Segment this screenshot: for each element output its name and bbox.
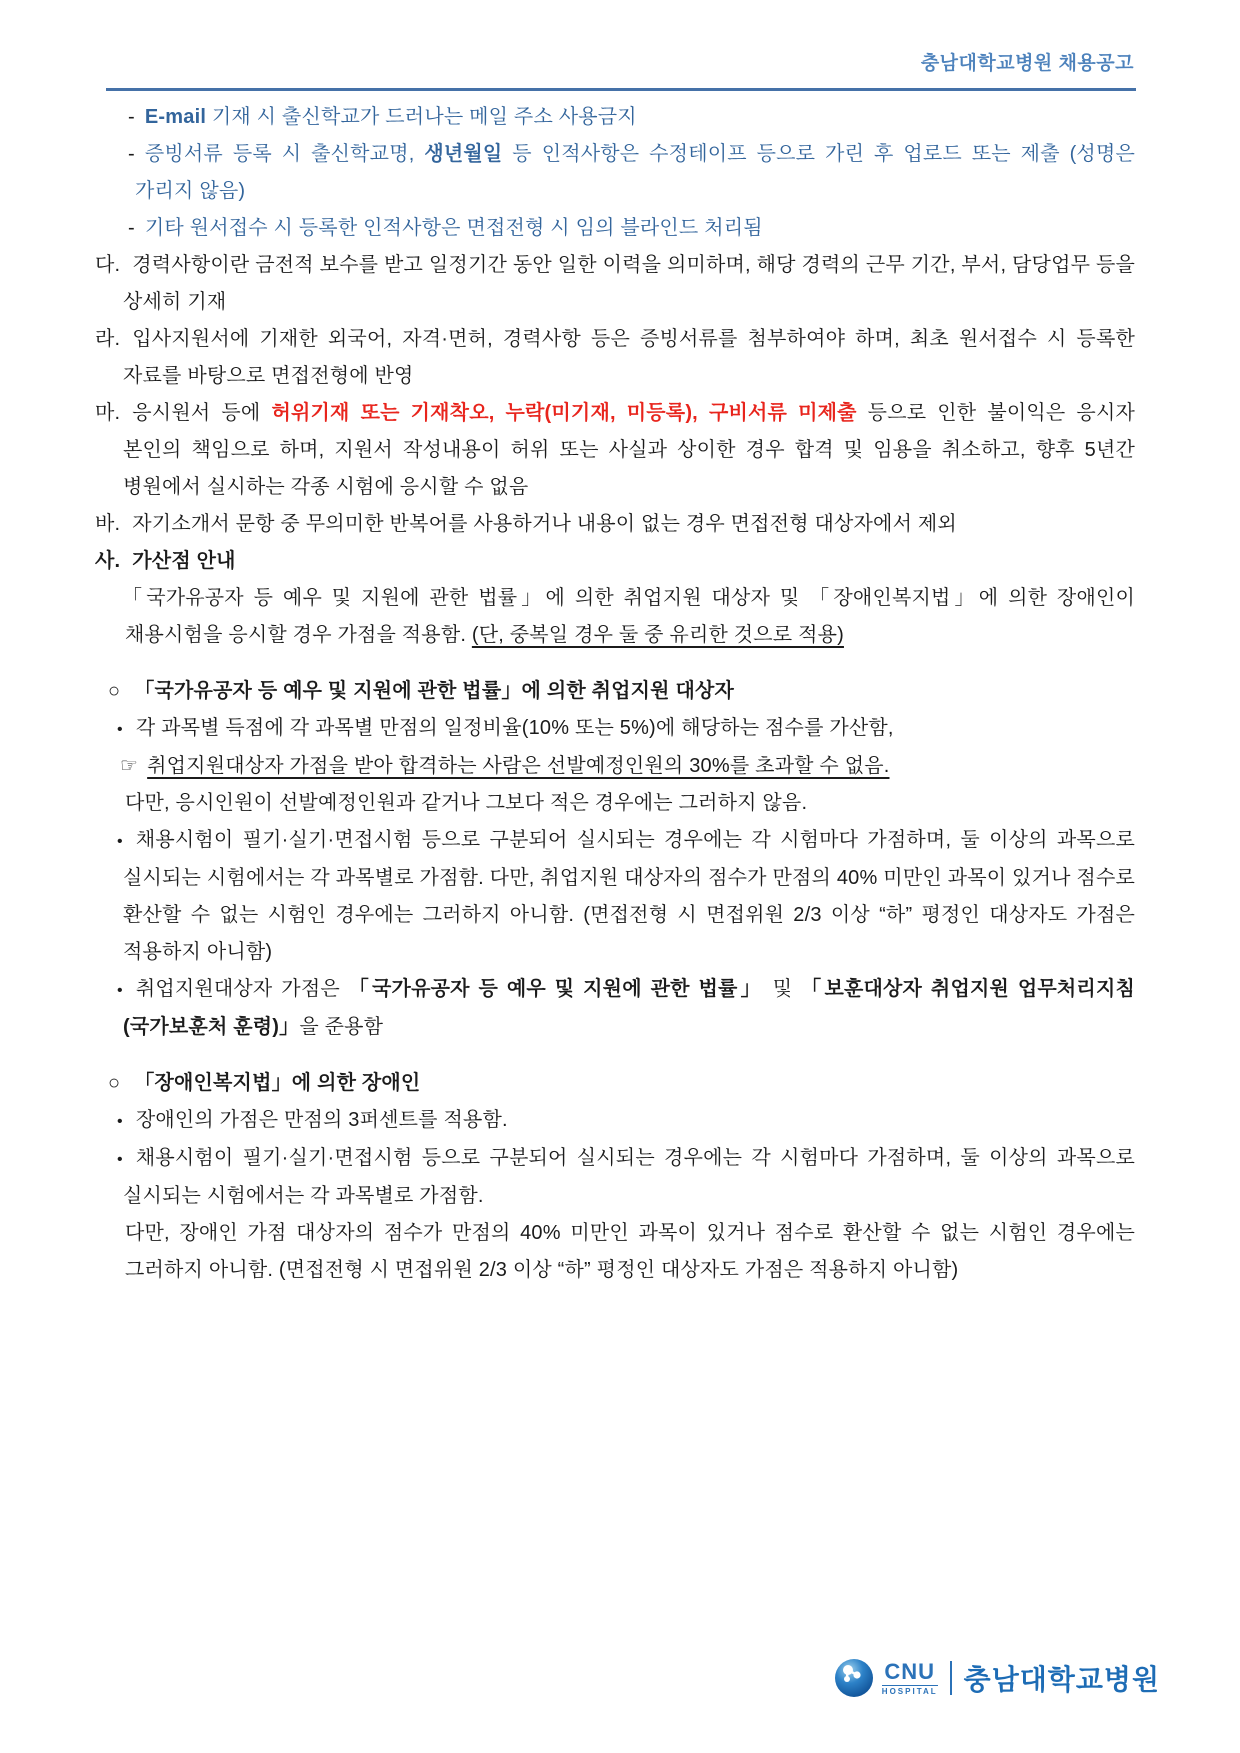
text-segment: 채용시험이 필기·실기·면접시험 등으로 구분되어 실시되는 경우에는 각 시험마다 가점하며, 둘 이상의 과목으로 실시되는 시험에서는 각 과목별로 가점함. 다만, 취업지원 대상자의 점수가 만점의 40% 미만인 과목이 있거나 점수로 환산할 수 없는 시험인 경우에는 그러하지 아니함. (면접전형 시 면접위원 2/3 이상 “하” 평정인 대상자도 가점은 적용하지 아니함) — [123, 829, 1135, 963]
list-marker: 라. — [95, 328, 121, 350]
paragraph — [95, 822, 1135, 971]
text-segment: 다만, 응시인원이 선발예정인원과 같거나 그보다 적은 경우에는 그러하지 않음. — [125, 792, 808, 814]
text-segment: 생년월일 — [424, 143, 503, 165]
text-segment: 장애인의 가점은 만점의 3퍼센트를 적용함. — [135, 1109, 508, 1131]
paragraph — [95, 785, 1135, 822]
list-marker: ○ — [108, 1072, 121, 1094]
text-segment: 허위기재 또는 기재착오, 누락(미기재, 미등록), 구비서류 미제출 — [271, 402, 857, 424]
text-segment: 자기소개서 문항 중 무의미한 반복어를 사용하거나 내용이 없는 경우 면접전형 대상자에서 제외 — [132, 513, 957, 535]
paragraph — [95, 506, 1135, 543]
text-segment: E-mail — [144, 106, 212, 128]
text-segment: 「보훈대상자 취업지원 업무처리지침(국가보훈처 훈령)」 — [123, 978, 1135, 1038]
text-segment: 「국가유공자 등 예우 및 지원에 관한 법률」 — [348, 978, 764, 1000]
paragraph — [95, 321, 1135, 395]
paragraph — [95, 1065, 1135, 1102]
text-segment: 다만, 장애인 가점 대상자의 점수가 만점의 40% 미만인 과목이 있거나 점수로 환산할 수 없는 시험인 경우에는 그러하지 아니함. (면접전형 시 면접위원 2/3 이상 “하” 평정인 대상자도 가점은 적용하지 아니함) — [125, 1222, 1135, 1281]
logo-hospital-name: 충남대학교병원 — [963, 1664, 1160, 1695]
text-segment: 가산점 안내 — [132, 550, 236, 572]
header-divider — [106, 88, 1136, 91]
list-marker: 다. — [95, 254, 121, 276]
list-marker: • — [117, 833, 123, 850]
logo-hospital-text: HOSPITAL — [881, 1686, 938, 1696]
list-marker: ○ — [108, 680, 121, 702]
text-segment: 취업지원대상자 가점은 — [135, 978, 349, 1000]
list-marker: • — [117, 1151, 123, 1168]
text-segment: 「국가유공자 등 예우 및 지원에 관한 법률」에 의한 취업지원 대상자 — [134, 680, 735, 702]
text-segment: 채용시험이 필기·실기·면접시험 등으로 구분되어 실시되는 경우에는 각 시험마다 가점하며, 둘 이상의 과목으로 실시되는 시험에서는 각 과목별로 가점함. — [123, 1147, 1135, 1207]
list-marker: - — [128, 217, 135, 239]
paragraph — [95, 710, 1135, 748]
list-marker: 바. — [95, 513, 121, 535]
list-marker: 사. — [95, 550, 121, 572]
paragraph — [95, 99, 1135, 136]
text-segment: 및 — [763, 978, 802, 1000]
text-segment: 경력사항이란 금전적 보수를 받고 일정기간 동안 일한 이력을 의미하며, 해당 경력의 근무 기간, 부서, 담당업무 등을 상세히 기재 — [123, 254, 1135, 313]
page-title: 충남대학교병원 채용공고 — [920, 53, 1134, 74]
text-segment: 기타 원서접수 시 등록한 인적사항은 면접전형 시 임의 블라인드 처리됨 — [144, 217, 763, 239]
paragraph — [95, 580, 1135, 654]
cnu-globe-icon — [834, 1658, 874, 1698]
list-marker: • — [117, 1113, 123, 1130]
text-segment: 취업지원대상자 가점을 받아 합격하는 사람은 선발예정인원의 30%를 초과할 수 없음. — [147, 755, 890, 777]
text-segment: (단, 중복일 경우 둘 중 유리한 것으로 적용) — [471, 624, 844, 646]
text-segment: 을 준용함 — [299, 1016, 384, 1038]
text-segment: 등 인적사항은 수정테이프 등으로 가린 후 업로드 또는 제출 (성명은 가리지 않음) — [135, 143, 1135, 202]
list-marker: - — [128, 143, 135, 165]
paragraph — [95, 1102, 1135, 1140]
list-marker: • — [117, 982, 123, 999]
list-marker: ☞ — [120, 755, 139, 777]
text-segment: 각 과목별 득점에 각 과목별 만점의 일정비율(10% 또는 5%)에 해당하는 점수를 가산함, — [135, 717, 894, 739]
paragraph — [95, 1140, 1135, 1215]
text-segment: 기재 시 출신학교가 드러나는 메일 주소 사용금지 — [211, 106, 637, 128]
paragraph — [95, 748, 1135, 785]
paragraph — [95, 1215, 1135, 1289]
paragraph — [95, 247, 1135, 321]
logo-divider — [950, 1661, 952, 1695]
text-segment: 응시원서 등에 — [132, 402, 272, 424]
text-segment: 「장애인복지법」에 의한 장애인 — [134, 1072, 421, 1094]
text-segment: 증빙서류 등록 시 출신학교명, — [144, 143, 425, 165]
paragraph — [95, 210, 1135, 247]
paragraph — [95, 971, 1135, 1046]
list-marker: • — [117, 721, 123, 738]
text-segment: 입사지원서에 기재한 외국어, 자격·면허, 경력사항 등은 증빙서류를 첨부하여야 하며, 최초 원서접수 시 등록한 자료를 바탕으로 면접전형에 반영 — [123, 328, 1135, 387]
list-marker: - — [128, 106, 135, 128]
paragraph — [95, 543, 1135, 580]
logo-text-block — [881, 1658, 938, 1696]
document-body — [95, 99, 1135, 1289]
paragraph — [95, 136, 1135, 210]
paragraph — [95, 395, 1135, 506]
text-segment: 「국가유공자 등 예우 및 지원에 관한 법률」에 의한 취업지원 대상자 및 「장애인복지법」에 의한 장애인이 채용시험을 응시할 경우 가점을 적용함. — [122, 587, 1135, 646]
text-segment: 등으로 인한 불이익은 응시자 본인의 책임으로 하며, 지원서 작성내용이 허위 또는 사실과 상이한 경우 합격 및 임용을 취소하고, 향후 5년간 병원에서 실시하는 각종 시험에 응시할 수 없음 — [123, 402, 1135, 498]
paragraph — [95, 673, 1135, 710]
list-marker: 마. — [95, 402, 121, 424]
hospital-logo — [834, 1658, 1160, 1698]
logo-cnu-text: CNU — [884, 1658, 936, 1684]
